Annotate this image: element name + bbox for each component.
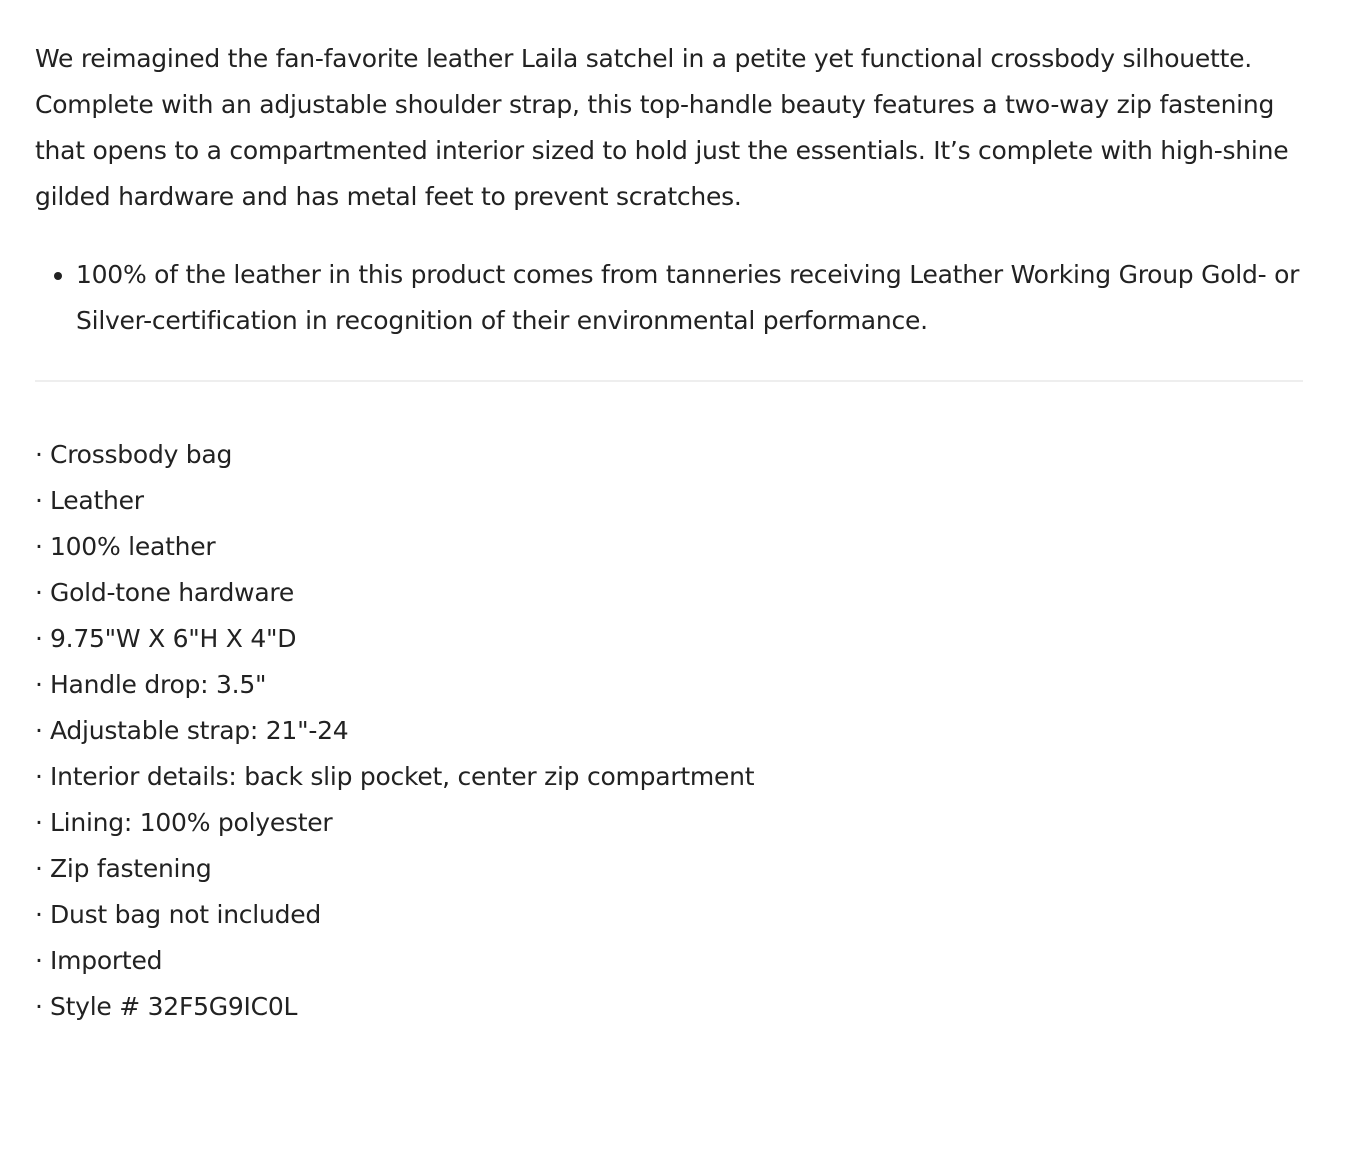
spec-item-interior bbox=[35, 754, 1303, 800]
spec-text: Leather bbox=[50, 486, 144, 515]
bullet-dot: · bbox=[35, 578, 43, 607]
spec-text: Adjustable strap: 21"-24 bbox=[50, 716, 349, 745]
spec-text: Style # 32F5G9IC0L bbox=[50, 992, 298, 1021]
bullet-dot: · bbox=[35, 946, 43, 975]
bullet-dot: · bbox=[35, 716, 43, 745]
spec-item-type bbox=[35, 432, 1303, 478]
bullet-dot: · bbox=[35, 900, 43, 929]
spec-text: Crossbody bag bbox=[50, 440, 233, 469]
sustainability-list bbox=[35, 252, 1303, 344]
spec-text: Lining: 100% polyester bbox=[50, 808, 333, 837]
bullet-dot: · bbox=[35, 808, 43, 837]
spec-item-hardware bbox=[35, 570, 1303, 616]
spec-text: 9.75"W X 6"H X 4"D bbox=[50, 624, 297, 653]
product-description: We reimagined the fan-favorite leather Laila satchel in a petite yet functional crossbody silhouette. Complete with an adjustable shoulder strap, this top-handle beauty features a two-way zip fastening that opens to a compartmented interior sized to hold just the essentials. It’s complete with high-shine gilded hardware and has metal feet to prevent scratches. bbox=[35, 44, 1289, 211]
product-details-panel bbox=[35, 36, 1303, 1030]
spec-item-material bbox=[35, 478, 1303, 524]
product-specs-list bbox=[35, 432, 1303, 1030]
spec-text: Imported bbox=[50, 946, 163, 975]
spec-text: Handle drop: 3.5" bbox=[50, 670, 267, 699]
spec-item-handle-drop bbox=[35, 662, 1303, 708]
section-divider bbox=[35, 380, 1303, 382]
spec-item-dust-bag bbox=[35, 892, 1303, 938]
spec-text: Gold-tone hardware bbox=[50, 578, 295, 607]
bullet-dot: · bbox=[35, 532, 43, 561]
spec-text: Dust bag not included bbox=[50, 900, 321, 929]
spec-item-fastening bbox=[35, 846, 1303, 892]
spec-text: 100% leather bbox=[50, 532, 216, 561]
bullet-dot: · bbox=[35, 854, 43, 883]
bullet-dot: · bbox=[35, 486, 43, 515]
bullet-dot: · bbox=[35, 670, 43, 699]
bullet-dot: · bbox=[35, 624, 43, 653]
sustainability-item: • 100% of the leather in this product comes from tanneries receiving Leather Working Group Gold- or Silver-certification in recognition of their environmental performance. bbox=[76, 252, 1303, 344]
spec-item-style-number bbox=[35, 984, 1303, 1030]
spec-item-lining bbox=[35, 800, 1303, 846]
spec-text: Interior details: back slip pocket, center zip compartment bbox=[50, 762, 755, 791]
spec-item-dimensions bbox=[35, 616, 1303, 662]
bullet-dot: · bbox=[35, 440, 43, 469]
bullet-dot: · bbox=[35, 992, 43, 1021]
spec-item-strap bbox=[35, 708, 1303, 754]
bullet-dot: · bbox=[35, 762, 43, 791]
spec-item-composition bbox=[35, 524, 1303, 570]
spec-text: Zip fastening bbox=[50, 854, 212, 883]
spec-item-origin bbox=[35, 938, 1303, 984]
